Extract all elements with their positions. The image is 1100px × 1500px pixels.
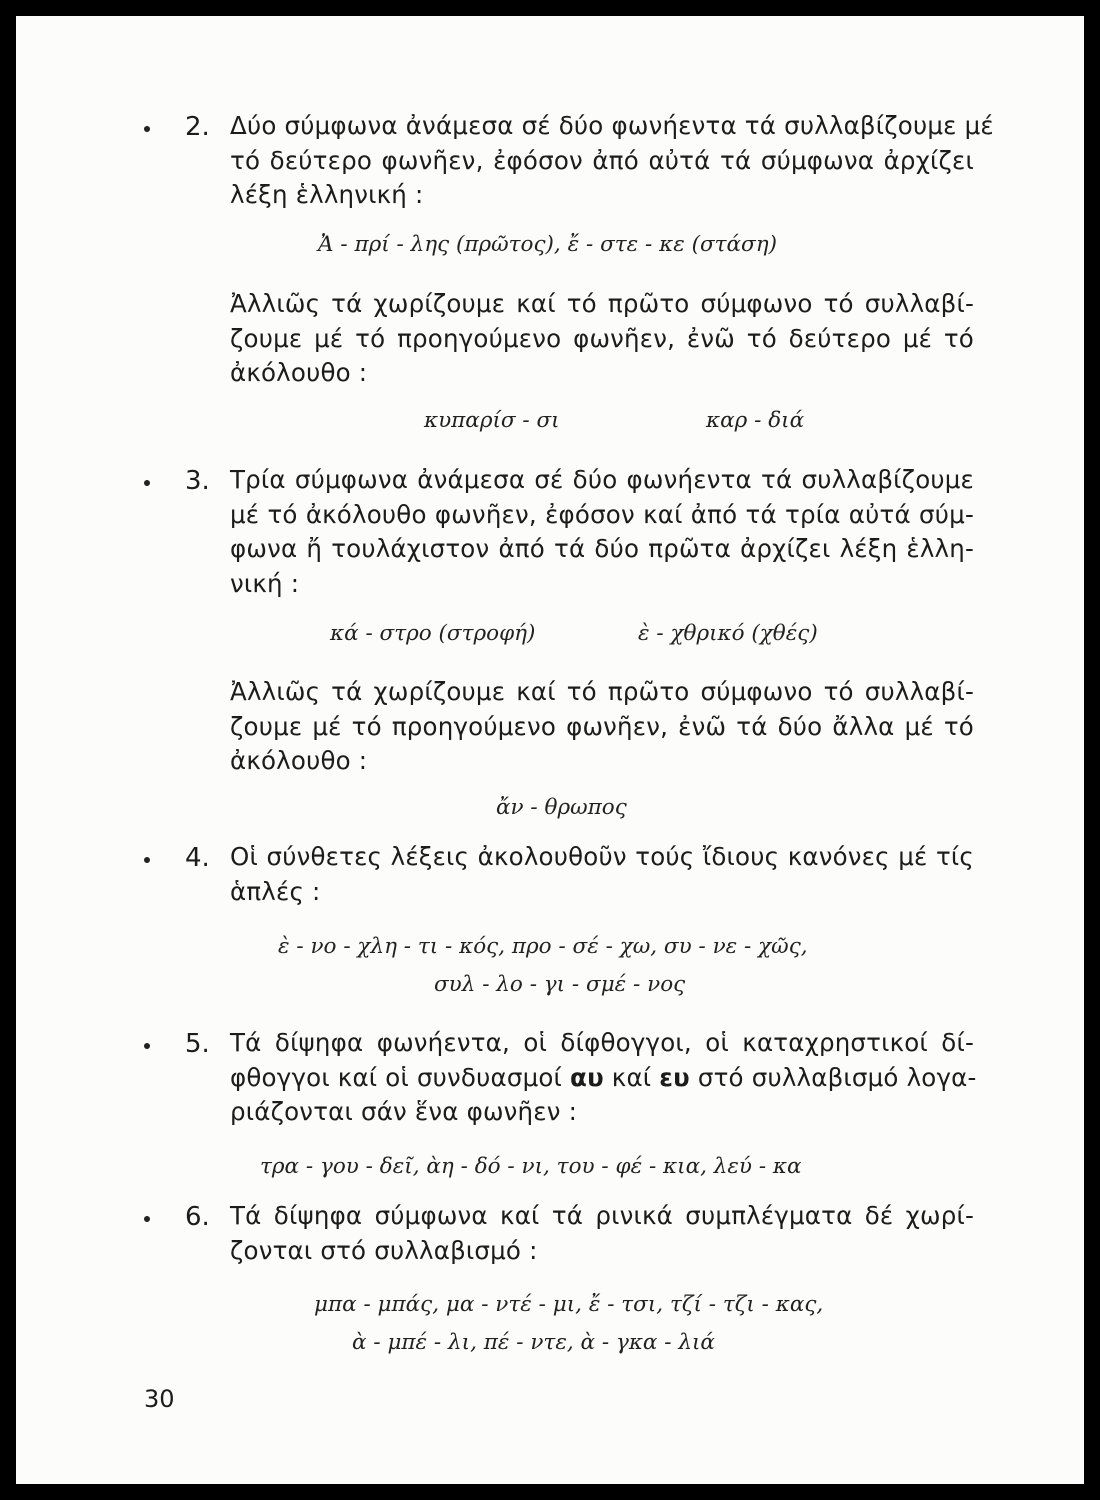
- rule-2-exception-text: Ἀλλιῶς τά χωρίζουμε καί τό πρῶτο σύμφωνο τό συλλαβί- ζουμε μέ τό προηγούμενο φωνῆεν, ἐνῶ τό δεύτερο μέ τό ἀκόλουθο :: [230, 289, 974, 387]
- rule-2-example-2-right: καρ - διά: [706, 408, 805, 433]
- bullet-marker: [144, 1216, 150, 1222]
- rule-5-example: τρα - γου - δεῖ, ὰη - δό - νι, του - φέ - κια, λεύ - κα: [260, 1154, 802, 1179]
- rule-6-example-line-1: μπα - μπάς, μα - ντέ - μι, ἔ - τσι, τζί - τζι - κας,: [314, 1292, 824, 1317]
- rule-2-example-1: Ἀ - πρί - λης (πρῶτος), ἔ - στε - κε (στάση): [318, 232, 778, 257]
- bullet-marker: [144, 1043, 150, 1049]
- rule-6-text: Τά δίψηφα σύμφωνα καί τά ρινικά συμπλέγματα δέ χωρί- ζονται στό συλλαβισμό :: [230, 1201, 974, 1265]
- rule-3-example-1-left: κά - στρο (στροφή): [330, 621, 536, 646]
- rule-4-text: Οἱ σύνθετες λέξεις ἀκολουθοῦν τούς ἴδιους κανόνες μέ τίς ἁπλές :: [230, 842, 974, 906]
- bullet-marker: [144, 480, 150, 486]
- rule-4-example-line-2: συλ - λο - γι - σμέ - νος: [434, 972, 686, 997]
- rule-2-text: Δύο σύμφωνα ἀνάμεσα σέ δύο φωνήεντα τά συλλαβίζουμε μέ τό δεύτερο φωνῆεν, ἐφόσον ἀπό αὐτά τά σύμφωνα ἀρχίζει λέξη ἑλληνική :: [230, 111, 994, 209]
- bullet-marker: [144, 857, 150, 863]
- rule-6-example-line-2: ὰ - μπέ - λι, πέ - ντε, ὰ - γκα - λιά: [352, 1330, 715, 1355]
- document-page: [16, 16, 1084, 1484]
- rule-3-exception-text: Ἀλλιῶς τά χωρίζουμε καί τό πρῶτο σύμφωνο τό συλλαβί- ζουμε μέ τό προηγούμενο φωνῆεν, ἐνῶ τά δύο ἄλλα μέ τό ἀκόλουθο :: [230, 677, 974, 775]
- rule-number: 3.: [185, 466, 210, 496]
- rule-number: 6.: [185, 1202, 210, 1232]
- rule-3-example-1-right: ὲ - χθρικό (χθές): [638, 621, 818, 646]
- rule-3-text: Τρία σύμφωνα ἀνάμεσα σέ δύο φωνήεντα τά συλλαβίζουμε μέ τό ἀκόλουθο φωνῆεν, ἐφόσον καί ἀπό τά τρία αὐτά σύμ- φωνα ἤ τουλάχιστον ἀπό τά δύο πρῶτα ἀρχίζει λέξη ἑλλη- νική :: [230, 465, 974, 598]
- rule-3-example-2: ἄν - θρωπος: [496, 795, 627, 820]
- rule-5-text: Τά δίψηφα φωνήεντα, οἱ δίφθογγοι, οἱ καταχρηστικοί δί- φθογγοι καί οἱ συνδυασμοί αυ καί ευ στό συλλαβισμό λογα- ριάζονται σάν ἕνα φωνῆεν :: [230, 1028, 977, 1126]
- rule-number: 2.: [185, 112, 210, 142]
- rule-4-example-line-1: ὲ - νο - χλη - τι - κός, προ - σέ - χω, συ - νε - χῶς,: [278, 934, 808, 959]
- page-number: 30: [144, 1385, 175, 1413]
- bullet-marker: [144, 126, 150, 132]
- rule-2-example-2-left: κυπαρίσ - σι: [424, 408, 560, 433]
- rule-number: 5.: [185, 1029, 210, 1059]
- rule-number: 4.: [185, 843, 210, 873]
